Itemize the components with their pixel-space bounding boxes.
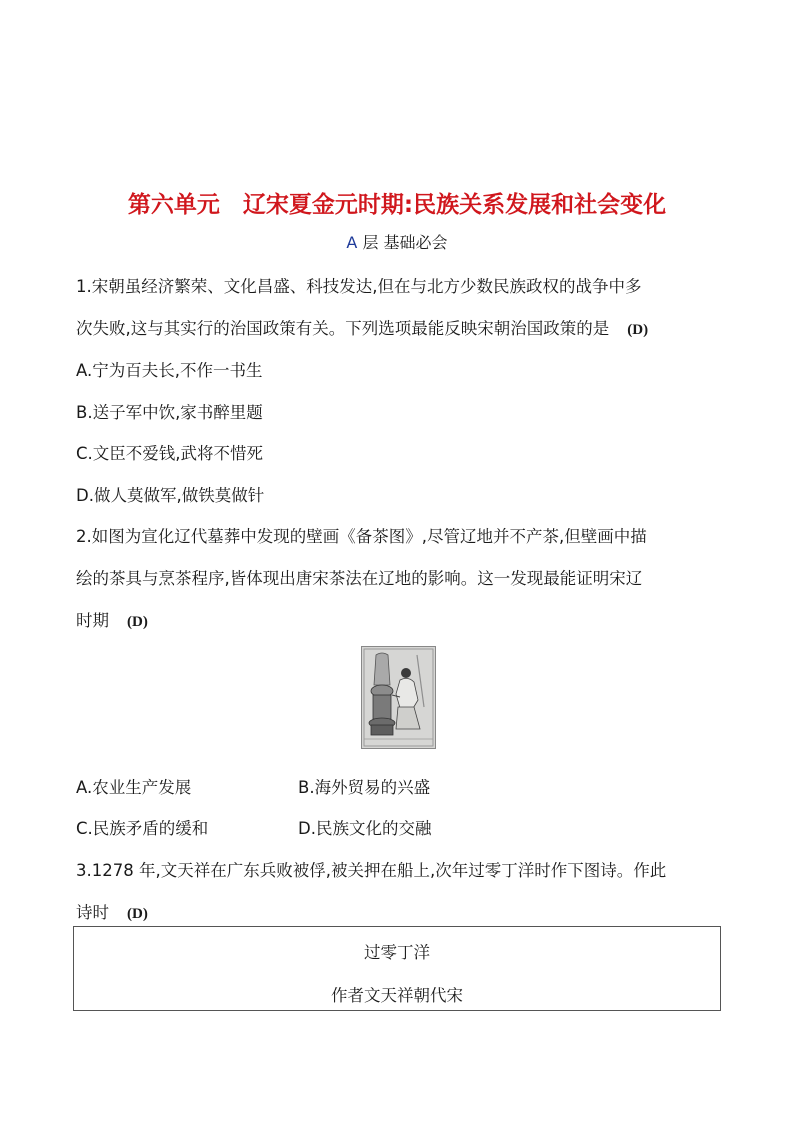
q2-option-c: C.民族矛盾的缓和	[76, 819, 209, 838]
q3-line2-text: 诗时	[76, 903, 109, 922]
tea-mural-drawing	[362, 647, 435, 748]
level-text: 层 基础必会	[362, 233, 448, 252]
section-subtitle	[0, 230, 794, 253]
q1-option-d: D.做人莫做军,做铁莫做针	[76, 486, 265, 505]
q1-answer: (D)	[627, 322, 649, 338]
q2-answer: (D)	[127, 614, 148, 630]
q2-line1: 2.如图为宣化辽代墓葬中发现的壁画《备茶图》,尽管辽地并不产茶,但壁画中描	[76, 527, 647, 546]
level-letter: A	[346, 233, 358, 252]
q2-line2: 绘的茶具与烹茶程序,皆体现出唐宋茶法在辽地的影响。这一发现最能证明宋辽	[76, 569, 643, 588]
q3-answer: (D)	[127, 906, 148, 922]
q2-line3	[76, 607, 148, 631]
poem-title: 过零丁洋	[364, 943, 430, 962]
q1-line2-text: 次失败,这与其实行的治国政策有关。下列选项最能反映宋朝治国政策的是	[76, 319, 610, 338]
q2-option-b: B.海外贸易的兴盛	[298, 778, 431, 797]
q1-line2	[76, 315, 648, 339]
q1-option-b: B.送子军中饮,家书醉里题	[76, 403, 263, 422]
q2-line3-text: 时期	[76, 611, 109, 630]
q1-option-a: A.宁为百夫长,不作一书生	[76, 361, 263, 380]
q2-option-a: A.农业生产发展	[76, 778, 192, 797]
q3-line2	[76, 899, 148, 923]
poem-author: 作者文天祥朝代宋	[331, 986, 463, 1005]
q1-line1: 1.宋朝虽经济繁荣、文化昌盛、科技发达,但在与北方少数民族政权的战争中多	[76, 277, 642, 296]
q3-line1: 3.1278 年,文天祥在广东兵败被俘,被关押在船上,次年过零丁洋时作下图诗。作此	[76, 861, 667, 880]
q2-option-d: D.民族文化的交融	[298, 819, 432, 838]
unit-title: 第六单元 辽宋夏金元时期:民族关系发展和社会变化	[127, 192, 667, 218]
poem-box	[73, 926, 721, 1011]
tea-mural-image	[361, 646, 436, 749]
q1-option-c: C.文臣不爱钱,武将不惜死	[76, 444, 264, 463]
